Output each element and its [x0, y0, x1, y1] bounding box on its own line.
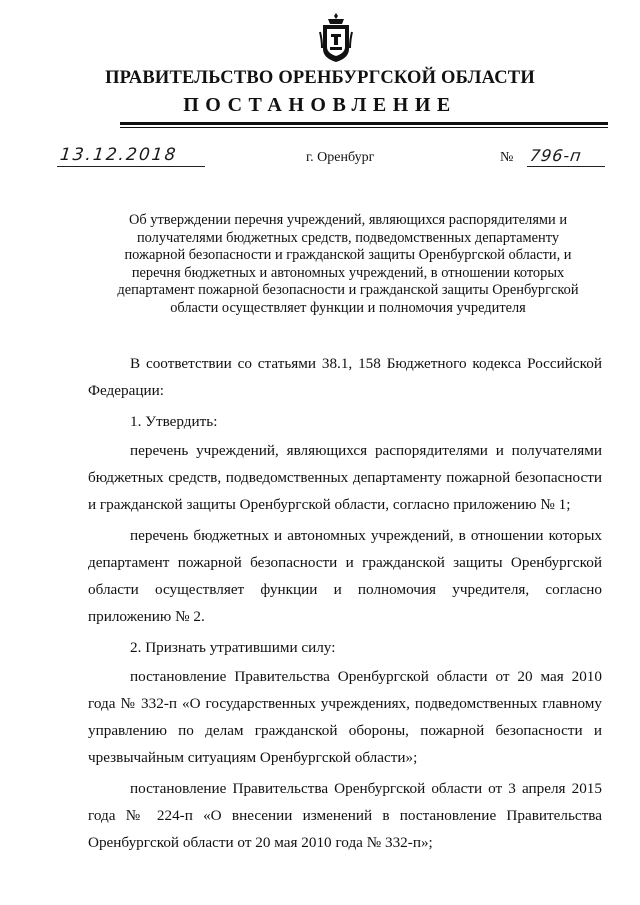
date-underline: [57, 166, 205, 167]
clause-1-item-2: перечень бюджетных и автономных учреждений, в отношении которых департамент пожарной безопасности и гражданской защиты Оренбургской области осуществляет функции и полномочия учредителя, согласно приложению № 2.: [88, 527, 602, 625]
clause-1-item-1: перечень учреждений, являющихся распорядителями и получателями бюджетных средств, подведомственных департаменту пожарной безопасности и гражданской защиты Оренбургской области, согласно приложению № 1;: [88, 442, 602, 513]
subject-line: области осуществляет функции и полномочия учредителя: [170, 299, 526, 316]
clause-1-heading: 1. Утвердить:: [130, 413, 218, 430]
clause-2-heading: 2. Признать утратившими силу:: [130, 639, 336, 656]
document-city: г. Оренбург: [306, 150, 375, 165]
subject-line: пожарной безопасности и гражданской защиты Оренбургской области, и: [124, 247, 572, 264]
subject-line: Об утверждении перечня учреждений, являющихся распорядителями и: [128, 212, 568, 228]
number-sign: №: [500, 150, 514, 165]
header-divider-thick: [120, 122, 608, 125]
clause-2-item-2: постановление Правительства Оренбургской области от 3 апреля 2015 года № 224-п «О внесении изменений в постановление Правительства Оренбургской области от 20 мая 2010 года № 332-п»;: [88, 780, 602, 851]
document-number: 796-п: [528, 146, 584, 165]
subject-line: департамент пожарной безопасности и гражданской защиты Оренбургской: [117, 282, 579, 299]
coat-of-arms-icon: [319, 12, 353, 64]
document-subject: [88, 212, 608, 318]
preamble-paragraph: В соответствии со статьями 38.1, 158 Бюджетного кодекса Российской Федерации:: [88, 355, 602, 399]
subject-line: перечня бюджетных и автономных учреждений, в отношении которых: [131, 264, 565, 281]
clause-2-item-1: постановление Правительства Оренбургской области от 20 мая 2010 года № 332-п «О государственных учреждениях, подведомственных главному управлению по делам гражданской обороны, пожарной безопасности и чрезвычайным ситуациям Оренбургской области»;: [88, 668, 602, 766]
document-type: ПОСТАНОВЛЕНИЕ: [183, 94, 457, 116]
number-underline: [527, 166, 605, 167]
subject-line: получателями бюджетных средств, подведомственных департаменту: [136, 229, 560, 246]
government-title: ПРАВИТЕЛЬСТВО ОРЕНБУРГСКОЙ ОБЛАСТИ: [105, 68, 535, 88]
document-body: [88, 350, 602, 860]
document-date: 13.12.2018: [58, 145, 179, 165]
header-divider-thin: [120, 127, 608, 128]
